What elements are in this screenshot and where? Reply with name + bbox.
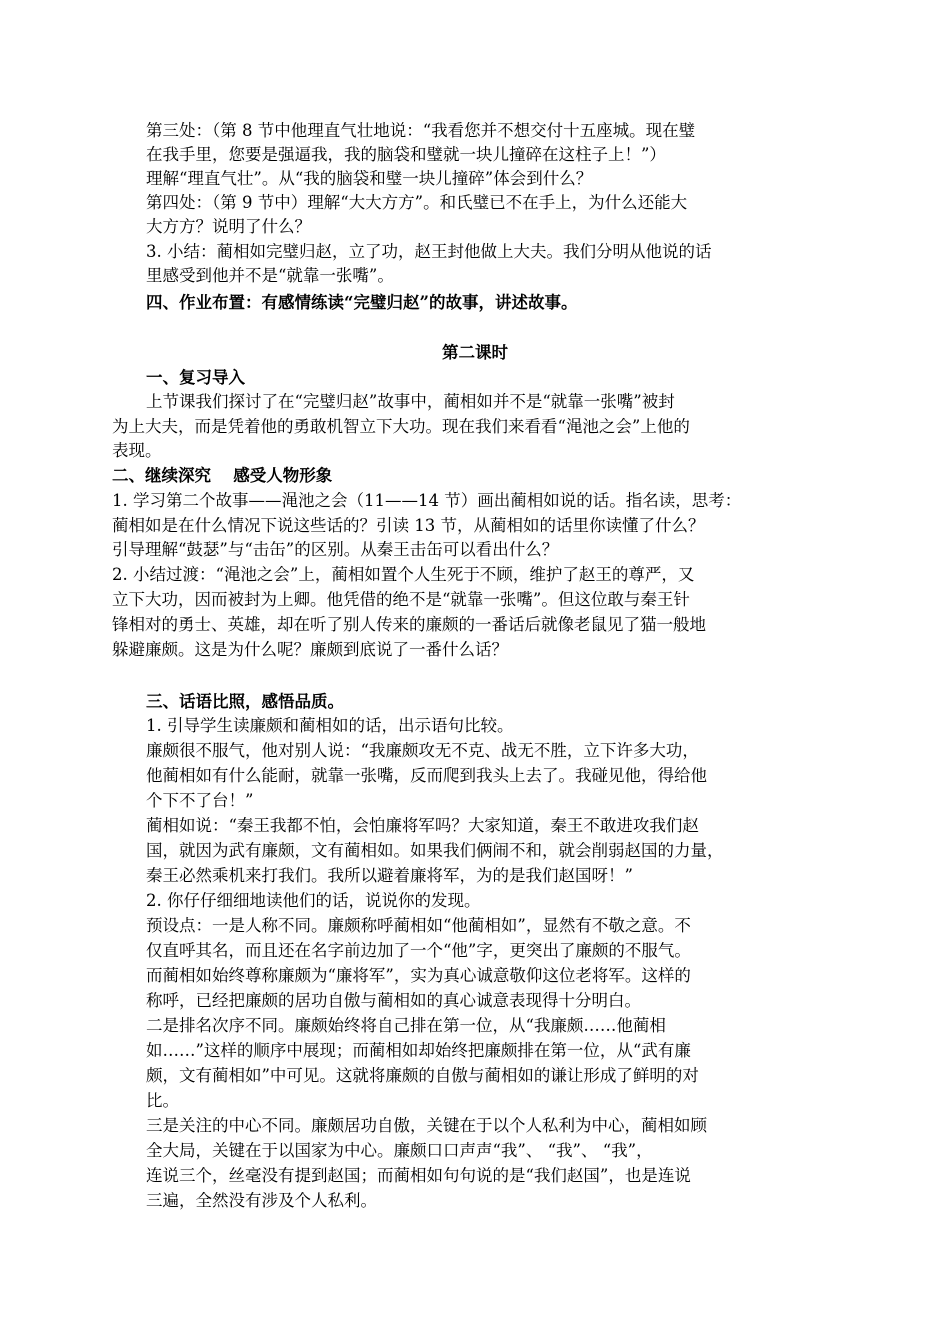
paragraph-line: 第三处：（第 8 节中他理直气壮地说：“我看您并不想交付十五座城。现在璧	[146, 121, 696, 140]
paragraph-line: 立下大功，因而被封为上卿。他凭借的绝不是“就靠一张嘴”。但这位敢与秦王针	[112, 590, 690, 609]
paragraph-line: 全大局，关键在于以国家为中心。廉颇口口声声“我”、 “我”、 “我”，	[146, 1141, 653, 1160]
paragraph-line: 锋相对的勇士、英雄，却在听了别人传来的廉颇的一番话后就像老鼠见了猫一般地	[112, 615, 706, 634]
paragraph-line: 大方方？说明了什么？	[146, 217, 311, 236]
section-heading-compare: 三、话语比照，感悟品质。	[146, 692, 344, 711]
paragraph-line: 仅直呼其名，而且还在名字前边加了一个“他”字，更突出了廉颇的不服气。	[146, 941, 691, 960]
section-heading-explore: 二、继续深究 感受人物形象	[112, 466, 333, 485]
paragraph-line: 预设点：一是人称不同。廉颇称呼蔺相如“他蔺相如”，显然有不敬之意。不	[146, 916, 691, 935]
paragraph-line: 颇，文有蔺相如”中可见。这就将廉颇的自傲与蔺相如的谦让形成了鲜明的对	[146, 1066, 699, 1085]
paragraph-line: 在我手里，您要是强逼我，我的脑袋和璧就一块儿撞碎在这柱子上！”）	[146, 145, 666, 164]
section-heading-review: 一、复习导入	[146, 368, 245, 387]
paragraph-line: 二是排名次序不同。廉颇始终将自己排在第一位，从“我廉颇……他蔺相	[146, 1016, 666, 1035]
paragraph-line: 3. 小结：蔺相如完璧归赵，立了功，赵王封他做上大夫。我们分明从他说的话	[146, 242, 712, 261]
paragraph-line: 表现。	[112, 441, 162, 460]
paragraph-line: 理解“理直气壮”。从“我的脑袋和璧一块儿撞碎”体会到什么？	[146, 169, 593, 188]
paragraph-line: 蔺相如是在什么情况下说这些话的？引读 13 节，从蔺相如的话里你读懂了什么？	[112, 516, 705, 535]
quote-line: 他蔺相如有什么能耐，就靠一张嘴，反而爬到我头上去了。我碰见他，得给他	[146, 766, 707, 785]
paragraph-line: 躲避廉颇。这是为什么呢？廉颇到底说了一番什么话？	[112, 640, 508, 659]
quote-line: 蔺相如说：“秦王我都不怕，会怕廉将军吗？大家知道，秦王不敢进攻我们赵	[146, 816, 699, 835]
paragraph-line: 连说三个，丝毫没有提到赵国；而蔺相如句句说的是“我们赵国”，也是连说	[146, 1166, 691, 1185]
paragraph-line: 比。	[146, 1091, 179, 1110]
quote-line: 秦王必然乘机来打我们。我所以避着廉将军，为的是我们赵国呀！”	[146, 866, 633, 885]
paragraph-line: 如……”这样的顺序中展现；而蔺相如却始终把廉颇排在第一位，从“武有廉	[146, 1041, 691, 1060]
paragraph-line: 三是关注的中心不同。廉颇居功自傲，关键在于以个人私利为中心，蔺相如顾	[146, 1116, 707, 1135]
paragraph-line: 而蔺相如始终尊称廉颇为“廉将军”，实为真心诚意敬仰这位老将军。这样的	[146, 966, 691, 985]
paragraph-line: 引导理解“鼓瑟”与“击缶”的区别。从秦王击缶可以看出什么？	[112, 540, 559, 559]
quote-line: 个下不了台！”	[146, 791, 254, 810]
quote-line: 国，就因为武有廉颇，文有蔺相如。如果我们俩闹不和，就会削弱赵国的力量，	[146, 841, 724, 860]
paragraph-line: 为上大夫，而是凭着他的勇敢机智立下大功。现在我们来看看“渑池之会”上他的	[112, 417, 690, 436]
paragraph-line: 2. 你仔仔细细地读他们的话，说说你的发现。	[146, 891, 481, 910]
paragraph-line: 1. 引导学生读廉颇和蔺相如的话，出示语句比较。	[146, 716, 514, 735]
paragraph-line: 里感受到他并不是“就靠一张嘴”。	[146, 266, 394, 285]
paragraph-line: 称呼，已经把廉颇的居功自傲与蔺相如的真心诚意表现得十分明白。	[146, 991, 641, 1010]
paragraph-line: 1. 学习第二个故事——渑池之会（11——14 节）画出蔺相如说的话。指名读，思考：	[112, 491, 742, 510]
paragraph-line: 上节课我们探讨了在“完璧归赵”故事中，蔺相如并不是“就靠一张嘴”被封	[146, 392, 675, 411]
homework-heading: 四、作业布置：有感情练读“完璧归赵”的故事，讲述故事。	[146, 293, 578, 312]
paragraph-line: 2. 小结过渡：“渑池之会”上，蔺相如置个人生死于不顾，维护了赵王的尊严，又	[112, 565, 695, 584]
quote-line: 廉颇很不服气，他对别人说：“我廉颇攻无不克、战无不胜，立下许多大功，	[146, 741, 699, 760]
lesson-title: 第二课时	[442, 343, 508, 362]
paragraph-line: 第四处：（第 9 节中）理解“大大方方”。和氏璧已不在手上，为什么还能大	[146, 193, 688, 212]
paragraph-line: 三遍，全然没有涉及个人私利。	[146, 1191, 377, 1210]
